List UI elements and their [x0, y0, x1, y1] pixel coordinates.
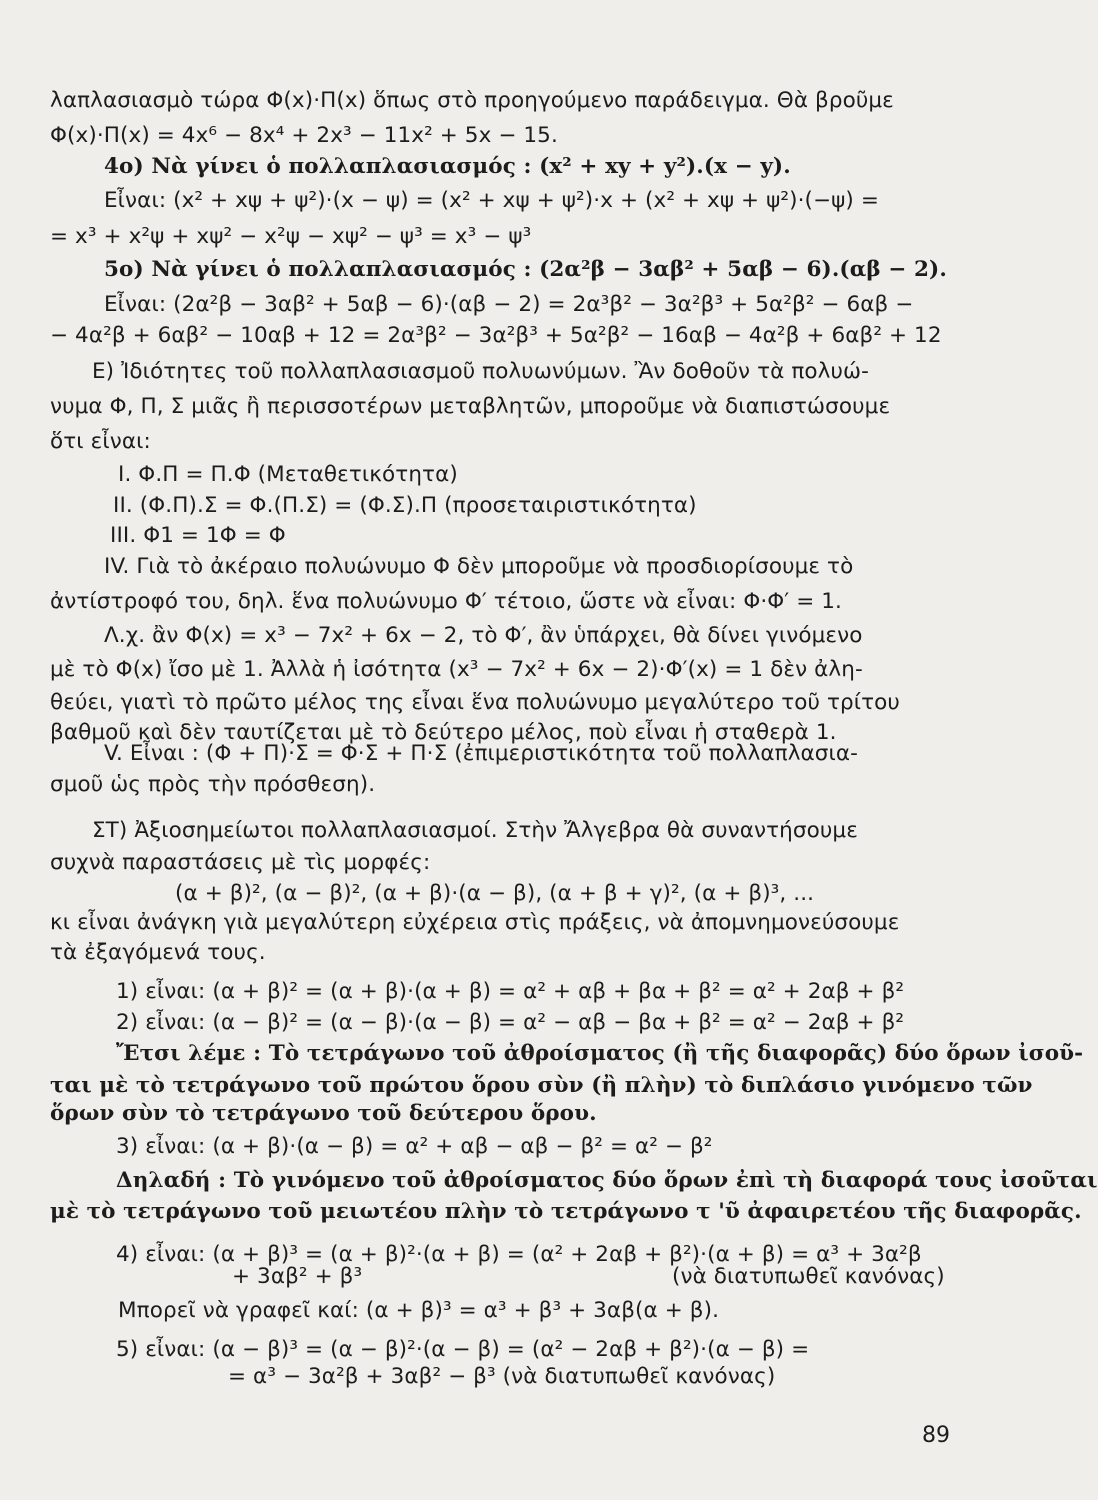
property-item: III. Φ1 = 1Φ = Φ	[110, 523, 286, 548]
text-line: λαπλασιασμὸ τώρα Φ(x)·Π(x) ὅπως στὸ προηγούμενο παράδειγμα. Θὰ βροῦμε	[50, 88, 894, 113]
property-item: V. Εἶναι : (Φ + Π)·Σ = Φ·Σ + Π·Σ (ἐπιμεριστικότητα τοῦ πολλαπλασια-	[104, 741, 859, 766]
section-heading-e: Ε) Ἰδιότητες τοῦ πολλαπλασιασμοῦ πολυωνύμων. Ἂν δοθοῦν τὰ πολυώ-	[92, 359, 869, 384]
rule-statement: Ἔτσι λέμε : Τὸ τετράγωνο τοῦ ἀθροίσματος (ἢ τῆς διαφορᾶς) δύο ὅρων ἰσοῦ-	[116, 1041, 1084, 1066]
text-line: νυμα Φ, Π, Σ μιᾶς ἢ περισσοτέρων μεταβλητῶν, μποροῦμε νὰ διαπιστώσουμε	[50, 394, 891, 419]
rule-statement: Δηλαδή : Τὸ γινόμενο τοῦ ἀθροίσματος δύο ὅρων ἐπὶ τὴ διαφορά τους ἰσοῦται	[116, 1168, 1098, 1193]
text-line: (νὰ διατυπωθεῖ κανόνας)	[672, 1264, 945, 1289]
text-line: Μπορεῖ νὰ γραφεῖ καί: (α + β)³ = α³ + β³ + 3αβ(α + β).	[118, 1298, 720, 1323]
text-line: Λ.χ. ἂν Φ(x) = x³ − 7x² + 6x − 2, τὸ Φ′, ἂν ὑπάρχει, θὰ δίνει γινόμενο	[104, 623, 863, 648]
identity-item: 4) εἶναι: (α + β)³ = (α + β)²·(α + β) = (α² + 2αβ + β²)·(α + β) = α³ + 3α²β	[116, 1242, 922, 1267]
text-line: τὰ ἐξαγόμενά τους.	[50, 940, 266, 965]
text-line: Εἶναι: (x² + xψ + ψ²)·(x − ψ) = (x² + xψ + ψ²)·x + (x² + xψ + ψ²)·(−ψ) =	[104, 188, 879, 213]
example-heading: 4ο) Νὰ γίνει ὁ πολλαπλασιασμός : (x² + xy + y²).(x − y).	[104, 154, 791, 179]
text-line: σμοῦ ὡς πρὸς τὴν πρόσθεση).	[50, 772, 376, 797]
identity-item: 2) εἶναι: (α − β)² = (α − β)·(α − β) = α² − αβ − βα + β² = α² − 2αβ + β²	[116, 1010, 905, 1035]
identity-item: 1) εἶναι: (α + β)² = (α + β)·(α + β) = α² + αβ + βα + β² = α² + 2αβ + β²	[116, 979, 905, 1004]
example-heading: 5ο) Νὰ γίνει ὁ πολλαπλασιασμός : (2α²β − 3αβ² + 5αβ − 6).(αβ − 2).	[104, 257, 947, 282]
text-line: Εἶναι: (2α²β − 3αβ² + 5αβ − 6)·(αβ − 2) = 2α³β² − 3α²β³ + 5α²β² − 6αβ −	[104, 292, 914, 317]
text-line: − 4α²β + 6αβ² − 10αβ + 12 = 2α³β² − 3α²β³ + 5α²β² − 16αβ − 4α²β + 6αβ² + 12	[50, 323, 942, 348]
text-line: θεύει, γιατὶ τὸ πρῶτο μέλος της εἶναι ἕνα πολυώνυμο μεγαλύτερο τοῦ τρίτου	[50, 690, 900, 715]
text-line: Φ(x)·Π(x) = 4x⁶ − 8x⁴ + 2x³ − 11x² + 5x − 15.	[50, 123, 558, 148]
text-line: ὅτι εἶναι:	[50, 429, 151, 454]
property-item: IV. Γιὰ τὸ ἀκέραιο πολυώνυμο Φ δὲν μποροῦμε νὰ προσδιορίσουμε τὸ	[104, 554, 854, 579]
property-item: I. Φ.Π = Π.Φ (Μεταθετικότητα)	[118, 462, 458, 487]
section-heading-st: ΣΤ) Ἀξιοσημείωτοι πολλαπλασιασμοί. Στὴν Ἄλγεβρα θὰ συναντήσουμε	[92, 818, 858, 843]
text-line: = α³ − 3α²β + 3αβ² − β³ (νὰ διατυπωθεῖ κανόνας)	[228, 1364, 776, 1389]
text-line: μὲ τὸ Φ(x) ἴσο μὲ 1. Ἀλλὰ ἡ ἰσότητα (x³ − 7x² + 6x − 2)·Φ′(x) = 1 δὲν ἀλη-	[50, 657, 863, 682]
formula-line: (α + β)², (α − β)², (α + β)·(α − β), (α + β + γ)², (α + β)³, ...	[175, 881, 815, 906]
text-line: + 3αβ² + β³	[232, 1264, 363, 1289]
page-number: 89	[922, 1423, 950, 1448]
rule-statement: ὅρων σὺν τὸ τετράγωνο τοῦ δεύτερου ὅρου.	[50, 1101, 597, 1126]
text-line: ἀντίστροφό του, δηλ. ἕνα πολυώνυμο Φ′ τέτοιο, ὥστε νὰ εἶναι: Φ·Φ′ = 1.	[50, 589, 842, 614]
text-line: = x³ + x²ψ + xψ² − x²ψ − xψ² − ψ³ = x³ − ψ³	[50, 224, 532, 249]
text-line: συχνὰ παραστάσεις μὲ τὶς μορφές:	[50, 850, 431, 875]
identity-item: 3) εἶναι: (α + β)·(α − β) = α² + αβ − αβ − β² = α² − β²	[116, 1134, 713, 1159]
property-item: II. (Φ.Π).Σ = Φ.(Π.Σ) = (Φ.Σ).Π (προσεταιριστικότητα)	[113, 493, 697, 518]
rule-statement: μὲ τὸ τετράγωνο τοῦ μειωτέου πλὴν τὸ τετράγωνο τ 'ῦ ἀφαιρετέου τῆς διαφορᾶς.	[50, 1199, 1082, 1224]
rule-statement: ται μὲ τὸ τετράγωνο τοῦ πρώτου ὅρου σὺν (ἢ πλὴν) τὸ διπλάσιο γινόμενο τῶν	[50, 1073, 1033, 1098]
text-line: κι εἶναι ἀνάγκη γιὰ μεγαλύτερη εὐχέρεια στὶς πράξεις, νὰ ἀπομνημονεύσουμε	[50, 910, 900, 935]
identity-item: 5) εἶναι: (α − β)³ = (α − β)²·(α − β) = (α² − 2αβ + β²)·(α − β) =	[116, 1337, 810, 1362]
text-line: βαθμοῦ καὶ δὲν ταυτίζεται μὲ τὸ δεύτερο μέλος, ποὺ εἶναι ἡ σταθερὰ 1.	[50, 720, 837, 745]
